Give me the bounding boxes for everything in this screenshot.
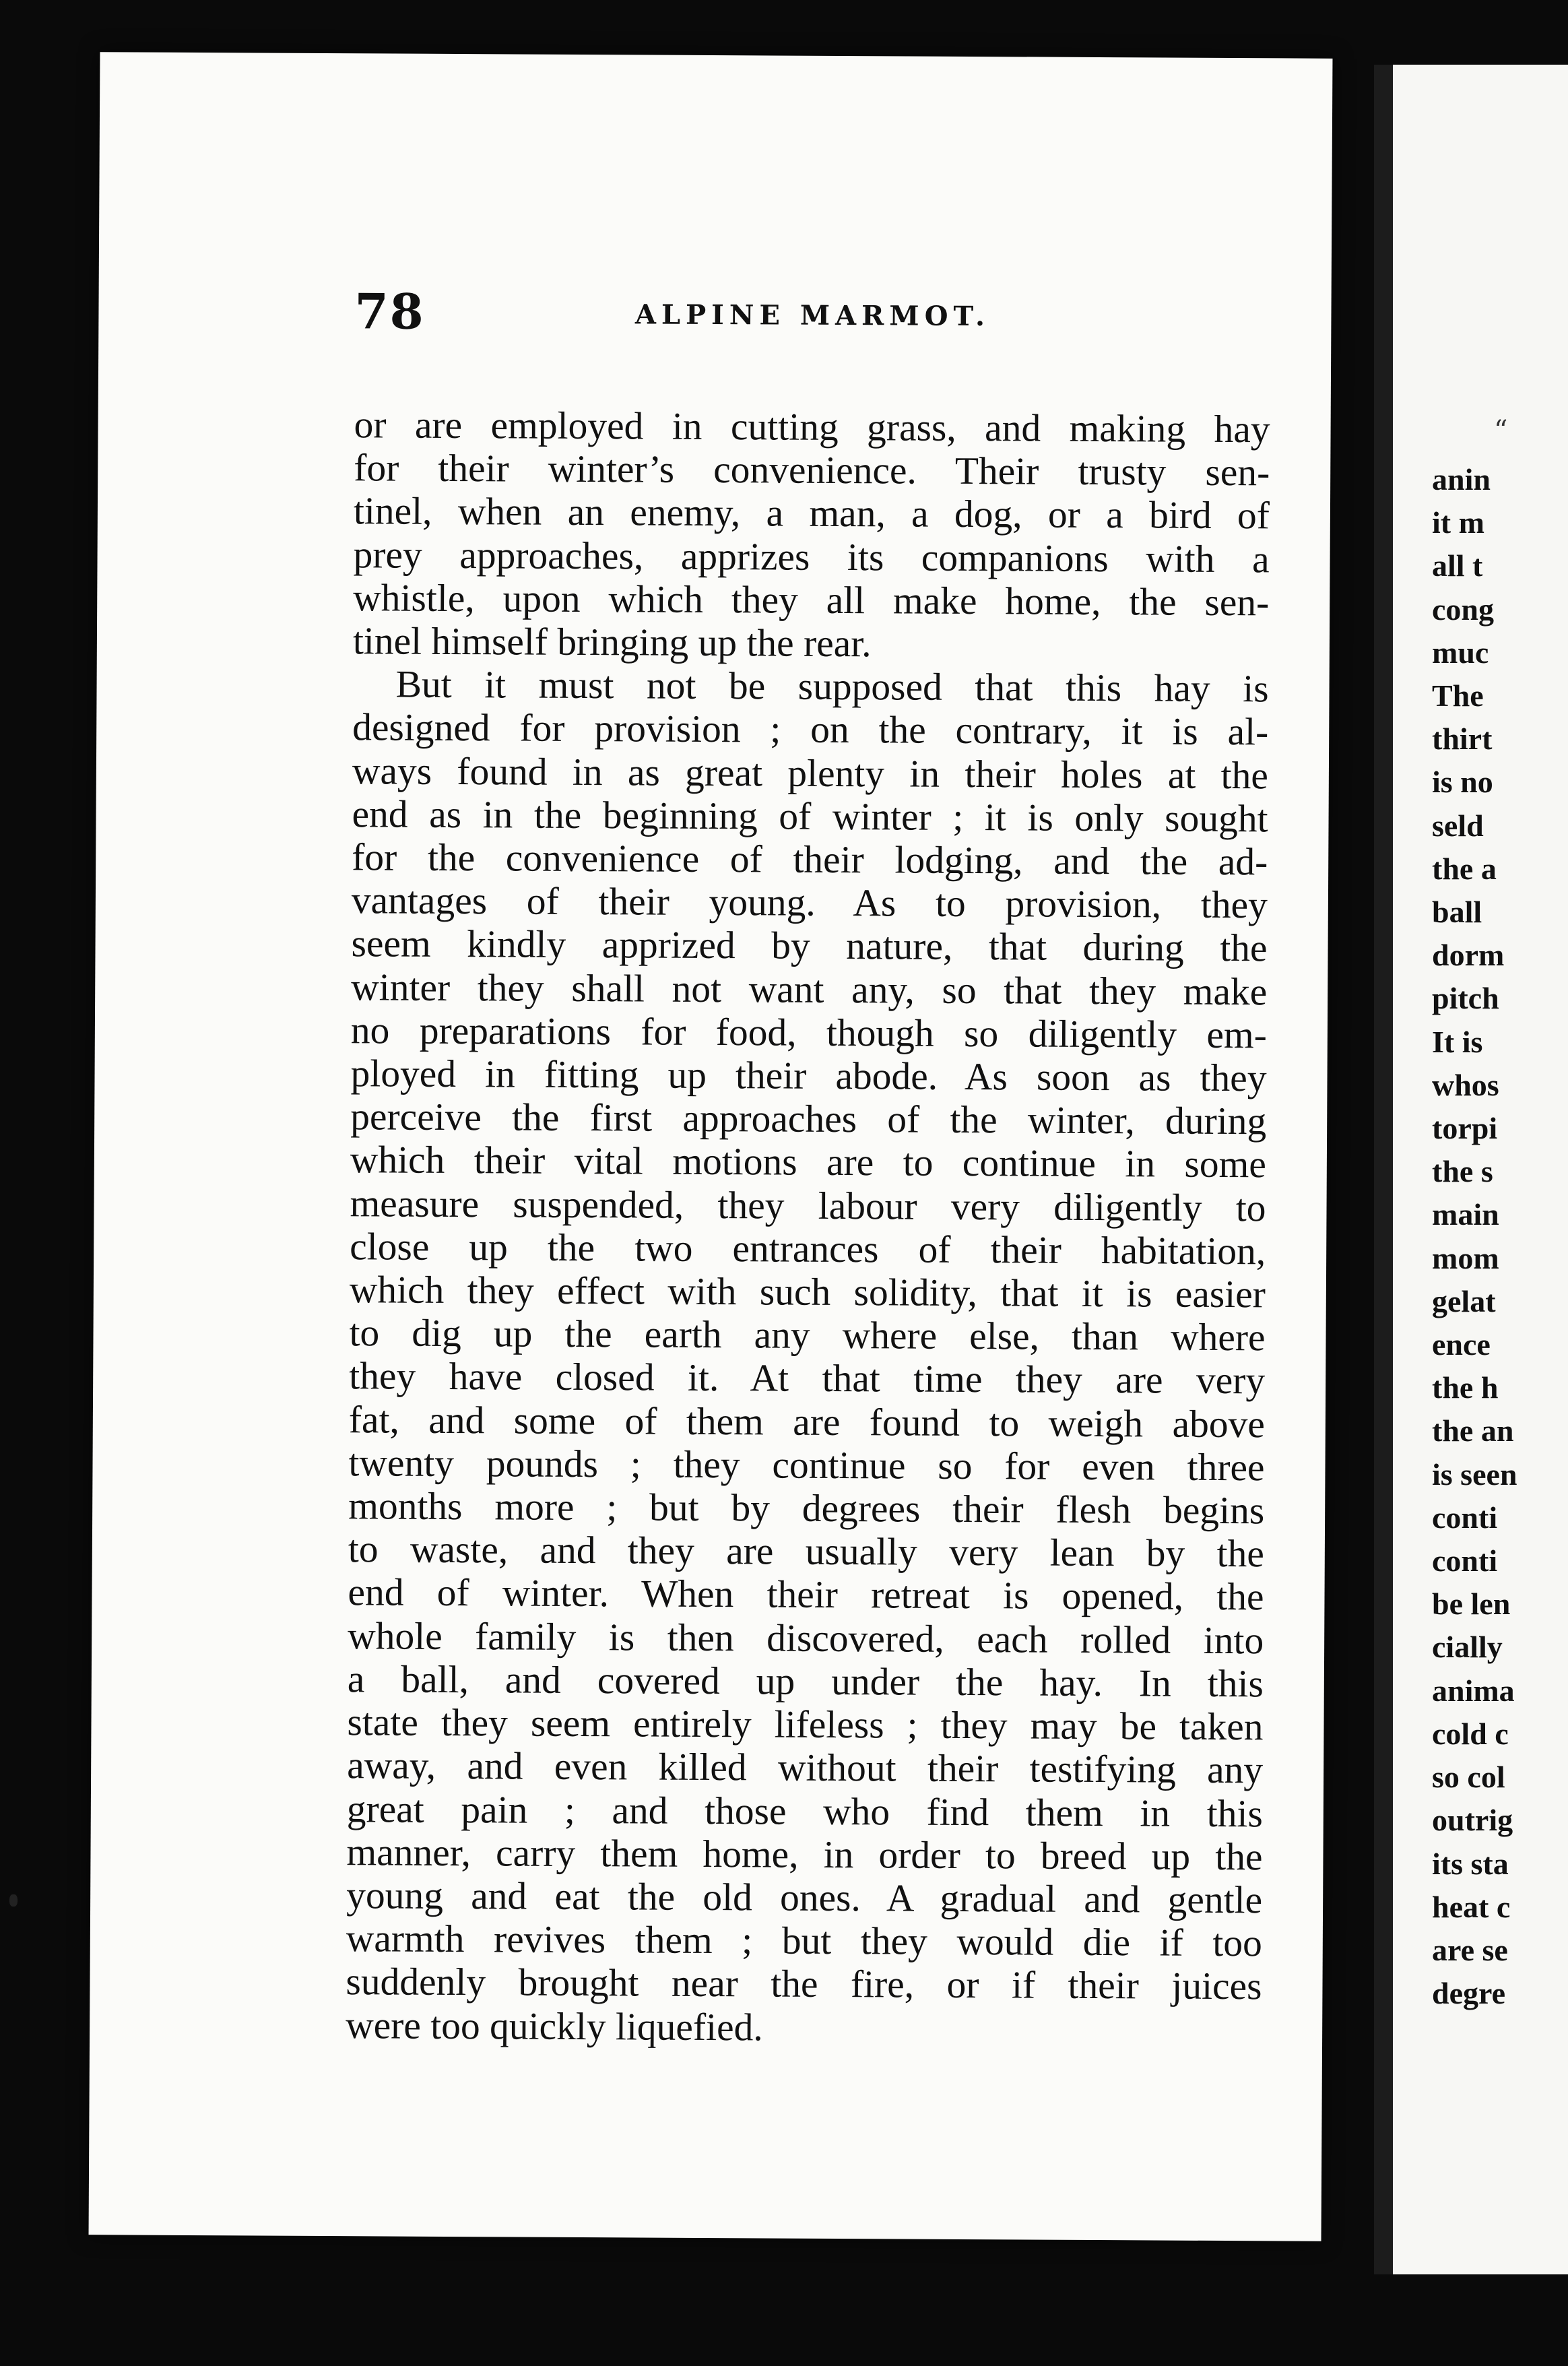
text-line: great pain ; and those who find them in this	[346, 1787, 1263, 1835]
facing-line: main	[1432, 1197, 1499, 1232]
facing-line: is no	[1432, 765, 1493, 800]
text-line: whole family is then discovered, each rolled into	[348, 1614, 1264, 1662]
facing-quote-mark: “	[1494, 415, 1508, 446]
facing-line: are se	[1432, 1932, 1508, 1967]
facing-line: the an	[1432, 1413, 1514, 1448]
facing-line: thirt	[1432, 722, 1493, 757]
facing-page	[1374, 65, 1568, 2274]
text-line: tinel, when an enemy, a man, a dog, or a bird of	[353, 490, 1270, 538]
facing-line: be len	[1432, 1587, 1511, 1622]
text-line: twenty pounds ; they continue so for even three	[348, 1442, 1265, 1490]
text-line: state they seem entirely lifeless ; they may be taken	[347, 1701, 1264, 1749]
text-line: tinel himself bringing up the rear.	[352, 620, 872, 666]
text-line: a ball, and covered up under the hay. In this	[347, 1658, 1264, 1706]
facing-line: whos	[1432, 1067, 1499, 1102]
facing-line: it m	[1432, 505, 1484, 540]
facing-line: gelat	[1432, 1283, 1496, 1318]
text-line: were too quickly liquefied.	[345, 2004, 763, 2049]
text-line: warmth revives them ; but they would die if too	[346, 1917, 1262, 1965]
text-line: which they effect with such solidity, that it is easier	[349, 1269, 1266, 1316]
facing-line: dorm	[1432, 938, 1505, 973]
text-line: no preparations for food, though so diligently em-	[350, 1009, 1268, 1057]
text-line: winter they shall not want any, so that they make	[351, 965, 1268, 1013]
scan-speck	[9, 1894, 18, 1907]
text-line: vantages of their young. As to provision, they	[351, 879, 1268, 927]
facing-line: its sta	[1432, 1846, 1509, 1881]
text-line: or are employed in cutting grass, and making hay	[354, 404, 1270, 451]
text-line: perceive the first approaches of the winter, during	[350, 1095, 1267, 1143]
text-line: which their vital motions are to continue in some	[350, 1139, 1267, 1186]
facing-line: muc	[1432, 635, 1489, 670]
text-line: they have closed it. At that time they are very	[349, 1355, 1266, 1403]
body-text	[346, 404, 1270, 2052]
facing-line: cially	[1432, 1630, 1503, 1665]
running-head: ALPINE MARMOT.	[634, 298, 991, 333]
page-number: 78	[354, 282, 425, 340]
facing-line: anima	[1432, 1673, 1515, 1708]
facing-line: It is	[1432, 1024, 1483, 1059]
book-page	[89, 52, 1333, 2241]
facing-line: degre	[1432, 1976, 1506, 2011]
facing-line: cold c	[1432, 1716, 1509, 1751]
text-line: fat, and some of them are found to weigh above	[348, 1398, 1266, 1446]
text-line: to waste, and they are usually very lean by the	[348, 1528, 1265, 1576]
facing-line: the a	[1432, 851, 1497, 886]
facing-line: the h	[1432, 1370, 1499, 1405]
text-line: for the convenience of their lodging, and the ad-	[352, 836, 1268, 884]
facing-line: conti	[1432, 1500, 1498, 1535]
page-header	[354, 282, 1271, 354]
facing-line: ball	[1432, 895, 1482, 930]
text-line: suddenly brought near the fire, or if their juices	[346, 1960, 1262, 2008]
text-line: whistle, upon which they all make home, the sen-	[353, 577, 1270, 625]
text-line: seem kindly apprized by nature, that during the	[351, 922, 1268, 970]
facing-page-text	[1432, 458, 1517, 2015]
text-line: ways found in as great plenty in their holes at the	[352, 749, 1269, 797]
facing-line: ence	[1432, 1327, 1491, 1362]
text-line: to dig up the earth any where else, than where	[349, 1312, 1266, 1360]
text-line: ployed in fitting up their abode. As soon as they	[350, 1052, 1267, 1100]
facing-line: so col	[1432, 1760, 1505, 1795]
facing-line: seld	[1432, 808, 1484, 843]
facing-line: is seen	[1432, 1457, 1517, 1492]
facing-line: mom	[1432, 1240, 1499, 1275]
text-line: designed for provision ; on the contrary, it is al-	[352, 706, 1269, 754]
facing-line: the s	[1432, 1154, 1493, 1189]
text-line: prey approaches, apprizes its companions with a	[353, 533, 1270, 581]
facing-line: conti	[1432, 1543, 1498, 1578]
facing-line: The	[1432, 678, 1484, 713]
text-line: for their winter’s convenience. Their trusty sen-	[354, 447, 1270, 494]
facing-line: outrig	[1432, 1803, 1513, 1838]
text-line: end of winter. When their retreat is opened, the	[348, 1571, 1264, 1619]
facing-line: anin	[1432, 462, 1491, 497]
text-line: months more ; but by degrees their flesh begins	[348, 1485, 1265, 1533]
text-line: end as in the beginning of winter ; it is only sought	[352, 793, 1268, 841]
facing-line: pitch	[1432, 981, 1499, 1016]
text-line: close up the two entrances of their habitation,	[350, 1225, 1266, 1273]
facing-line: heat c	[1432, 1889, 1511, 1924]
facing-line: all t	[1432, 548, 1483, 583]
text-line: measure suspended, they labour very diligently to	[350, 1182, 1266, 1229]
text-line: away, and even killed without their testifying any	[347, 1744, 1264, 1792]
text-line: young and eat the old ones. A gradual and gentle	[346, 1874, 1263, 1922]
facing-line: cong	[1432, 592, 1494, 627]
text-line: manner, carry them home, in order to breed up the	[346, 1830, 1263, 1879]
facing-line: torpi	[1432, 1111, 1498, 1146]
text-line: But it must not be supposed that this hay is	[395, 663, 1269, 711]
